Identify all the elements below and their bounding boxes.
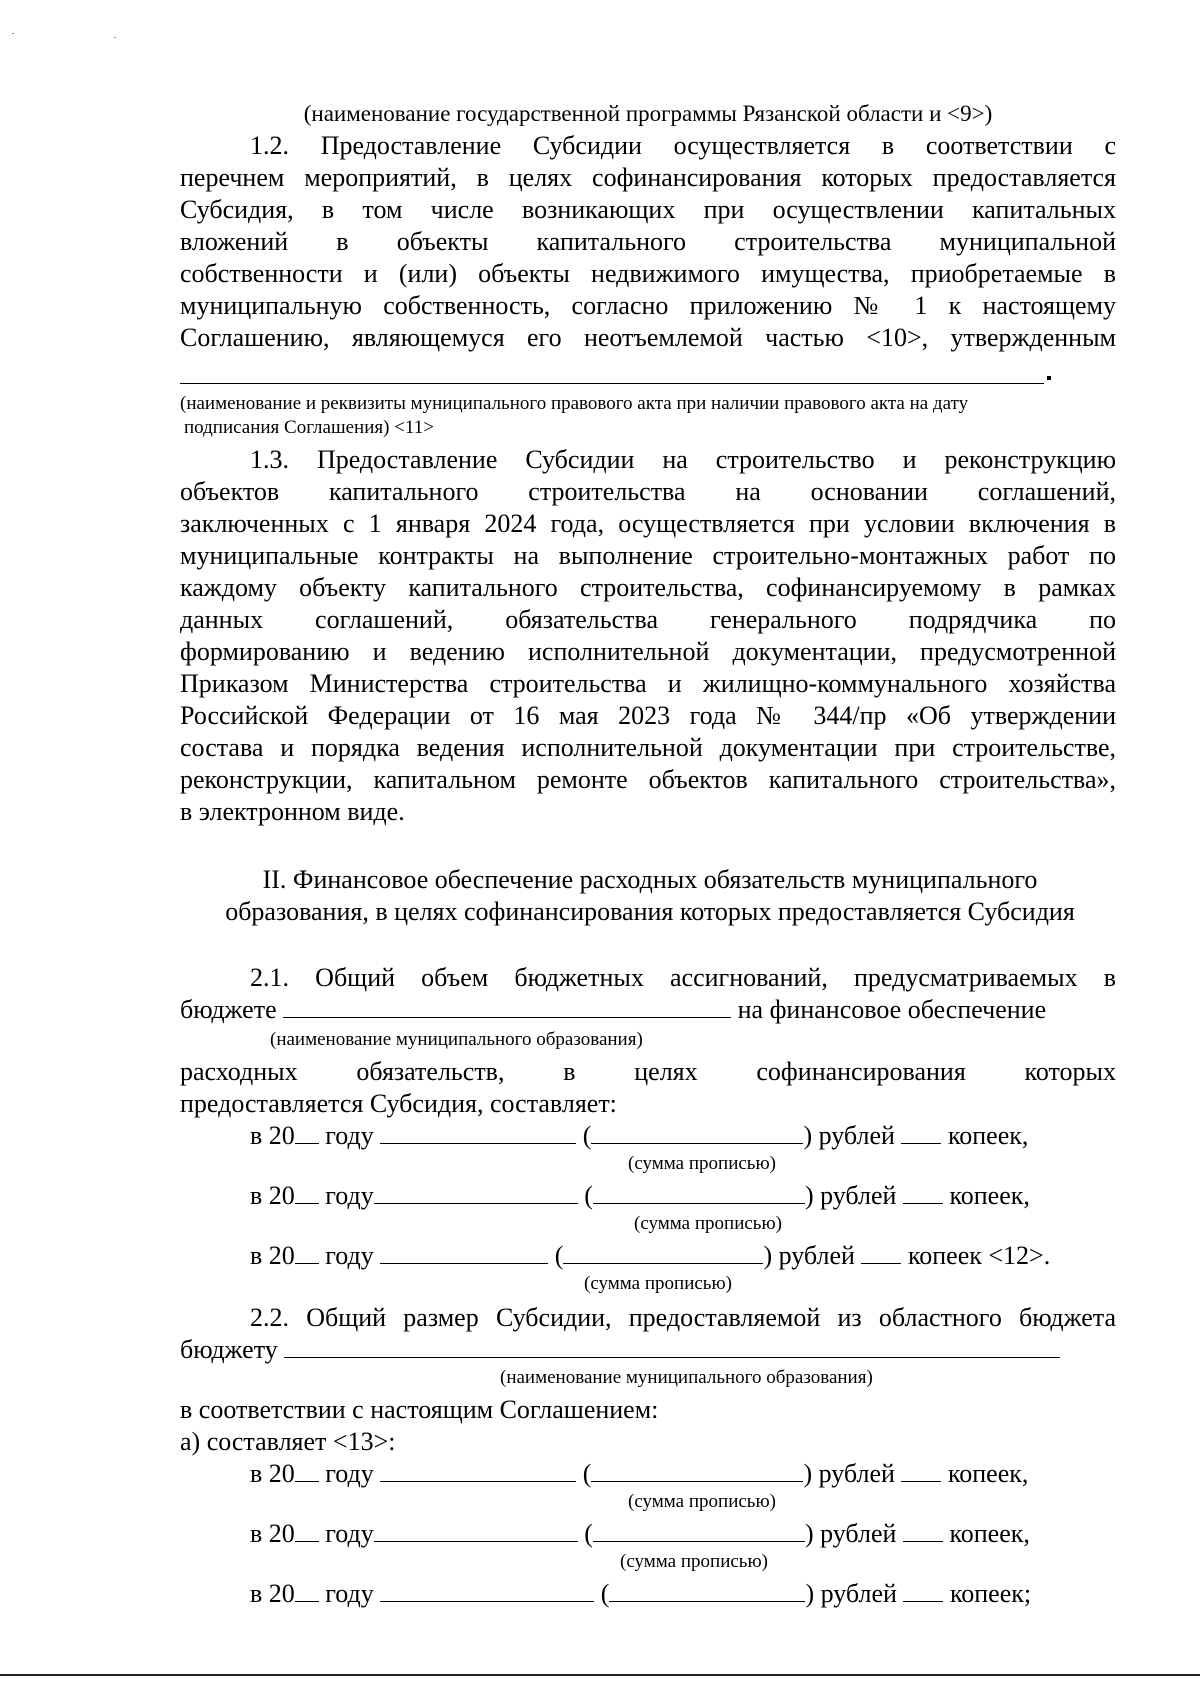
row-text: ) рублей xyxy=(803,1459,895,1488)
sum-row xyxy=(250,1120,1186,1152)
p13-line: заключенных с 1 января 2024 года, осуществляется при условии включения в xyxy=(180,509,1116,538)
scan-bottom-edge xyxy=(0,1674,1200,1676)
p13-line: данных соглашений, обязательства генерального подрядчика по xyxy=(180,605,1116,634)
caption-mo: (наименование муниципального образования) xyxy=(500,1367,873,1388)
blank-line xyxy=(380,1121,576,1144)
p13-line: Российской Федерации от 16 мая 2023 года № 344/пр «Об утверждении xyxy=(180,701,1116,730)
row-text: году xyxy=(325,1181,374,1210)
row-text: копеек; xyxy=(949,1579,1032,1608)
blank-line xyxy=(380,1579,594,1602)
caption-act: (наименование и реквизиты муниципального правового акта при наличии правового акта на дату xyxy=(180,393,969,414)
p12-line: вложений в объекты капитального строительства муниципальной xyxy=(180,227,1116,256)
p13-line: состава и порядка ведения исполнительной документации при строительстве, xyxy=(180,733,1116,762)
p12-line: Соглашению, являющемуся его неотъемлемой частью <10>, утвержденным xyxy=(180,323,1116,352)
row-text: ) рублей xyxy=(805,1579,897,1608)
blank-line xyxy=(380,1241,548,1264)
blank-line xyxy=(563,1241,763,1264)
row-text: году xyxy=(325,1459,374,1488)
row-text: ( xyxy=(554,1241,564,1270)
p22-line xyxy=(180,1334,1116,1366)
blank-line xyxy=(593,1181,805,1204)
blank-line xyxy=(295,1181,319,1204)
p21-line: 2.1. Общий объем бюджетных ассигнований, предусматриваемых в xyxy=(250,963,1116,992)
row-text: ) рублей xyxy=(763,1241,855,1270)
blank-line xyxy=(903,1579,943,1602)
section-heading: образования, в целях софинансирования которых предоставляется Субсидия xyxy=(225,897,1075,926)
p22-line: а) составляет <13>: xyxy=(180,1427,396,1456)
inline-text: на финансовое обеспечение xyxy=(737,995,1047,1024)
sum-row xyxy=(250,1240,1186,1272)
row-text: в 20 xyxy=(250,1579,295,1608)
row-text: ) рублей xyxy=(804,1519,897,1548)
row-text: копеек, xyxy=(949,1519,1030,1548)
blank-line xyxy=(593,1519,805,1542)
scan-speck xyxy=(114,37,116,38)
row-text: ( xyxy=(584,1181,593,1210)
blank-line xyxy=(591,1121,803,1144)
blank-line xyxy=(609,1579,805,1602)
p13-line: Приказом Министерства строительства и жилищно-коммунального хозяйства xyxy=(180,669,1116,698)
p21-line: расходных обязательств, в целях софинансирования которых xyxy=(180,1057,1116,1086)
row-text: в 20 xyxy=(250,1241,295,1270)
p12-line: Субсидия, в том числе возникающих при осуществлении капитальных xyxy=(180,195,1116,224)
row-text: в 20 xyxy=(250,1519,295,1548)
row-text: году xyxy=(325,1121,374,1150)
row-text: году xyxy=(325,1241,374,1270)
caption-act: подписания Соглашения) <11> xyxy=(184,417,434,438)
act-blank-line xyxy=(180,383,1044,384)
sum-row xyxy=(250,1180,1186,1212)
scan-speck xyxy=(12,33,14,34)
caption-sum: (сумма прописью) xyxy=(628,1491,776,1512)
sum-row xyxy=(250,1458,1186,1490)
blank-line xyxy=(374,1519,578,1542)
blank-line xyxy=(901,1121,941,1144)
row-text: ( xyxy=(582,1121,592,1150)
mo-name-blank xyxy=(284,1335,1060,1358)
blank-line xyxy=(295,1459,319,1482)
p22-line: 2.2. Общий размер Субсидии, предоставляемой из областного бюджета xyxy=(250,1303,1116,1332)
row-text: копеек, xyxy=(949,1181,1030,1210)
p13-line: реконструкции, капитальном ремонте объектов капитального строительства», xyxy=(180,765,1116,794)
blank-line xyxy=(295,1579,319,1602)
p12-line: муниципальную собственность, согласно приложению № 1 к настоящему xyxy=(180,291,1116,320)
mo-name-blank xyxy=(283,995,731,1018)
row-text: ( xyxy=(584,1519,593,1548)
blank-line xyxy=(901,1459,941,1482)
blank-line xyxy=(903,1181,943,1204)
p13-line: 1.3. Предоставление Субсидии на строительство и реконструкцию xyxy=(250,445,1116,474)
p12-line: 1.2. Предоставление Субсидии осуществляется в соответствии с xyxy=(250,131,1116,160)
p13-line: каждому объекту капитального строительства, софинансируемому в рамках xyxy=(180,573,1116,602)
p12-line: перечнем мероприятий, в целях софинансирования которых предоставляется xyxy=(180,163,1116,192)
blank-line xyxy=(295,1519,319,1542)
blank-line xyxy=(380,1459,576,1482)
row-text: ( xyxy=(600,1579,610,1608)
row-text: копеек <12>. xyxy=(907,1241,1051,1270)
caption-sum: (сумма прописью) xyxy=(634,1213,782,1234)
row-text: в 20 xyxy=(250,1459,295,1488)
row-text: ( xyxy=(582,1459,592,1488)
sum-row xyxy=(250,1578,1186,1610)
p13-line: объектов капитального строительства на основании соглашений, xyxy=(180,477,1116,506)
blank-line xyxy=(295,1121,319,1144)
inline-text: бюджете xyxy=(180,995,277,1024)
caption-sum: (сумма прописью) xyxy=(628,1153,776,1174)
blank-line xyxy=(591,1459,803,1482)
period-dot xyxy=(1047,376,1051,380)
caption-sum: (сумма прописью) xyxy=(584,1273,732,1294)
row-text: году xyxy=(325,1519,374,1548)
blank-line xyxy=(861,1241,901,1264)
row-text: копеек, xyxy=(947,1121,1029,1150)
row-text: в 20 xyxy=(250,1121,295,1150)
section-heading: II. Финансовое обеспечение расходных обязательств муниципального xyxy=(262,865,1038,894)
row-text: году xyxy=(325,1579,374,1608)
sum-row xyxy=(250,1518,1186,1550)
row-text: ) рублей xyxy=(804,1181,897,1210)
p12-line: собственности и (или) объекты недвижимого имущества, приобретаемые в xyxy=(180,259,1116,288)
p13-line: формированию и ведению исполнительной документации, предусмотренной xyxy=(180,637,1116,666)
caption-program: (наименование государственной программы Рязанской области и <9>) xyxy=(303,101,993,126)
blank-line xyxy=(903,1519,943,1542)
inline-text: бюджету xyxy=(180,1335,278,1364)
caption-sum: (сумма прописью) xyxy=(620,1551,768,1572)
row-text: ) рублей xyxy=(803,1121,895,1150)
blank-line xyxy=(295,1241,319,1264)
p13-line: муниципальные контракты на выполнение строительно-монтажных работ по xyxy=(180,541,1116,570)
row-text: копеек, xyxy=(947,1459,1029,1488)
p21-line xyxy=(180,994,1116,1026)
p21-line: предоставляется Субсидия, составляет: xyxy=(180,1089,617,1118)
p13-line: в электронном виде. xyxy=(180,797,405,826)
caption-mo: (наименование муниципального образования) xyxy=(270,1029,643,1050)
row-text: в 20 xyxy=(250,1181,295,1210)
p22-line: в соответствии с настоящим Соглашением: xyxy=(180,1395,659,1424)
blank-line xyxy=(374,1181,578,1204)
